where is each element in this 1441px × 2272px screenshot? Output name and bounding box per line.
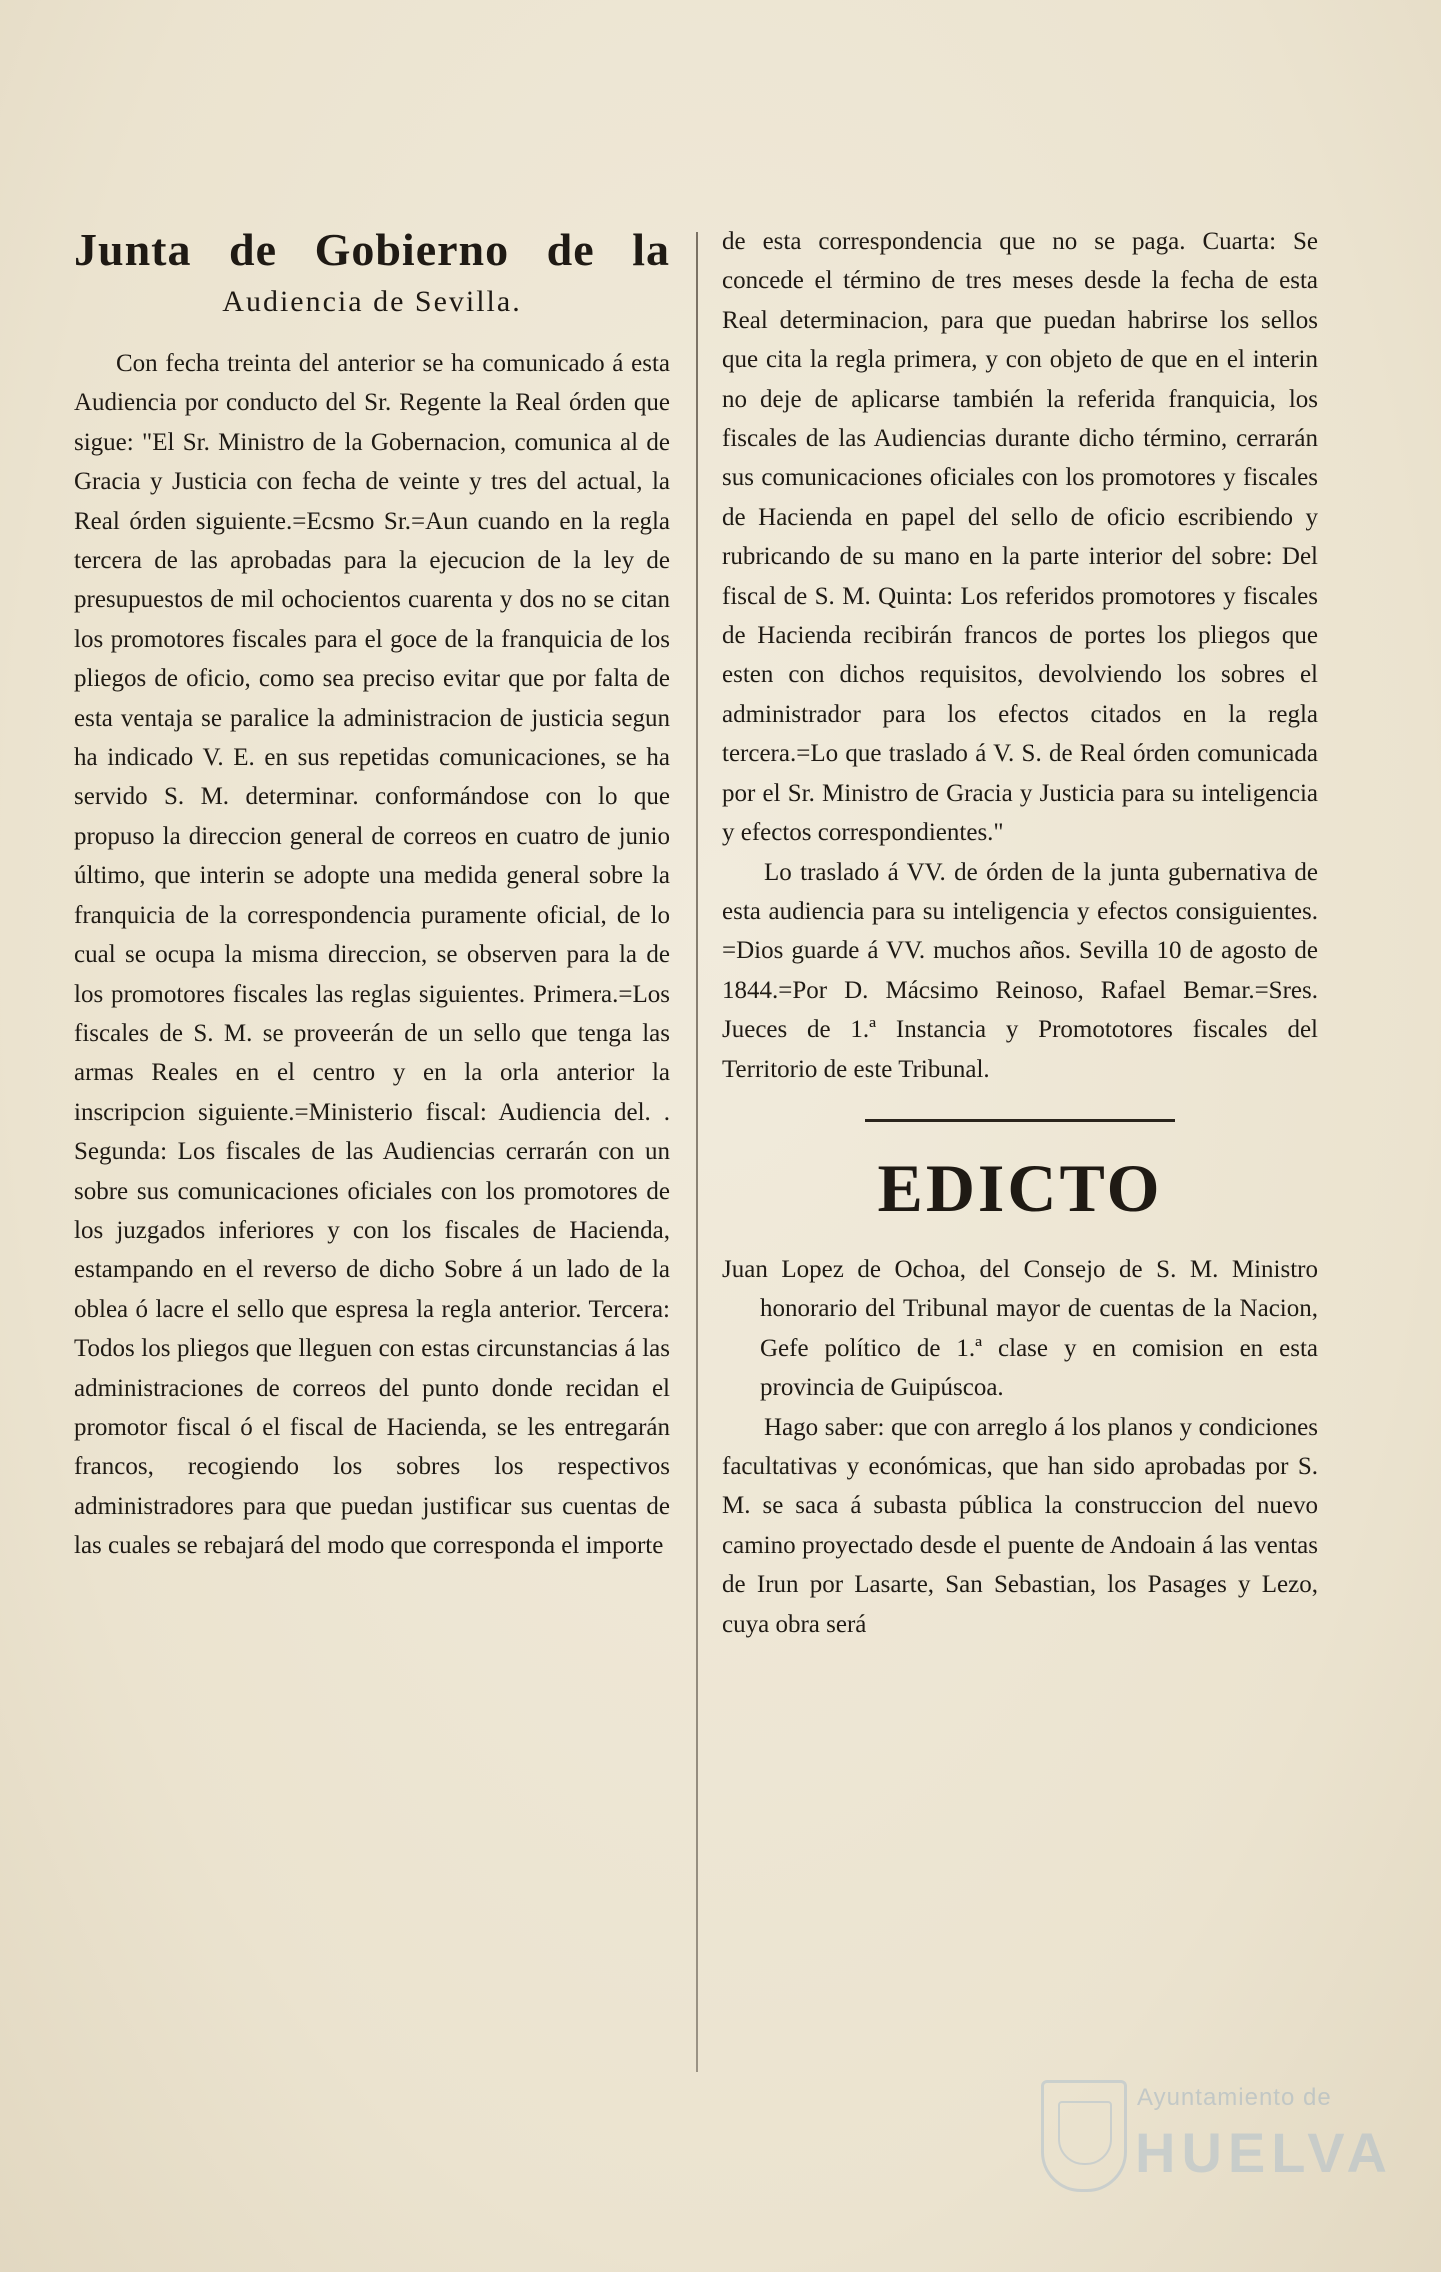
- document-subtitle: Audiencia de Sevilla.: [222, 285, 522, 318]
- document-title: Junta de Gobierno de la: [74, 224, 670, 275]
- left-column: [74, 222, 670, 1566]
- edicto-heading: EDICTO: [877, 1149, 1163, 1226]
- right-body-paragraph-continued: de esta correspondencia que no se paga. Cuarta: Se concede el término de tres meses desde la fecha de esta Real determinacion, para que puedan habrirse los sellos que cita la regla primera, y con objeto de que en el interin no deje de aplicarse también la referida franquicia, los fiscales de las Audiencias durante dicho término, cerrarán sus comunicaciones oficiales con los promotores y fiscales de Hacienda en papel del sello de oficio escribiendo y rubricando de su mano en la parte interior del sobre: Del fiscal de S. M. Quinta: Los referidos promotores y fiscales de Hacienda recibirán francos de portes los pliegos que esten con dichos requisitos, devolviendo los sobres el administrador para los efectos citados en la regla tercera.=Lo que traslado á V. S. de Real órden comunicada por el Sr. Ministro de Gracia y Justicia para su inteligencia y efectos correspondientes.": [722, 228, 1318, 847]
- left-body-paragraph: Con fecha treinta del anterior se ha comunicado á esta Audiencia por conducto del Sr. Regente la Real órden que sigue: "El Sr. Ministro de la Gobernacion, comunica al de Gracia y Justicia con fecha de veinte y tres del actual, la Real órden siguiente.=Ecsmo Sr.=Aun cuando en la regla tercera de las aprobadas para la ejecucion de la ley de presupuestos de mil ochocientos cuarenta y dos no se citan los promotores fiscales para el goce de la franquicia de los pliegos de oficio, como sea preciso evitar que por falta de esta ventaja se paralice la administracion de justicia segun ha indicado V. E. en sus repetidas comunicaciones, se ha servido S. M. determinar. conformándose con lo que propuso la direccion general de correos en cuatro de junio último, que interin se adopte una medida general sobre la franquicia de la correspondencia puramente oficial, de lo cual se ocupa la misma direccion, se observen para la de los promotores fiscales las reglas siguientes. Primera.=Los fiscales de S. M. se proveerán de un sello que tenga las armas Reales en el centro y en la orla anterior la inscripcion siguiente.=Ministerio fiscal: Audiencia del. . Segunda: Los fiscales de las Audiencias cerrarán con un sobre sus comunicaciones oficiales con los promotores de los juzgados inferiores y con los fiscales de Hacienda, estampando en el reverso de dicho Sobre á un lado de la oblea ó lacre el sello que espresa la regla anterior. Tercera: Todos los pliegos que lleguen con estas circunstancias á las administraciones de correos del punto donde recidan el promotor fiscal ó el fiscal de Hacienda, se les entregarán francos, recogiendo los sobres los respectivos administradores para que puedan justificar sus cuentas de las cuales se rebajará del modo que corresponda el importe: [74, 350, 670, 1560]
- right-body-paragraph-traslado: Lo traslado á VV. de órden de la junta gubernativa de esta audiencia para su inteligencia y efectos consiguientes. =Dios guarde á VV. muchos años. Sevilla 10 de agosto de 1844.=Por D. Mácsimo Reinoso, Rafael Bemar.=Sres. Jueces de 1.ª Instancia y Promototores fiscales del Territorio de este Tribunal.: [722, 858, 1318, 1083]
- edicto-intro: Juan Lopez de Ochoa, del Consejo de S. M. Ministro honorario del Tribunal mayor de cuentas de la Nacion, Gefe político de 1.ª clase y en comision en esta provincia de Guipúscoa.: [722, 1255, 1318, 1402]
- watermark-line1: Ayuntamiento de: [1137, 2084, 1332, 2111]
- seal-icon: [1041, 2080, 1127, 2192]
- archive-watermark: [1041, 2080, 1393, 2190]
- right-column: [722, 222, 1318, 1644]
- section-rule: [865, 1119, 1175, 1122]
- column-divider: [696, 232, 698, 2072]
- watermark-line2: HUELVA: [1135, 2121, 1393, 2184]
- edicto-body: Hago saber: que con arreglo á los planos y condiciones facultativas y económicas, que han sido aprobadas por S. M. se saca á subasta pública la construccion del nuevo camino proyectado desde el puente de Andoain á las ventas de Irun por Lasarte, San Sebastian, los Pasages y Lezo, cuya obra será: [722, 1413, 1318, 1638]
